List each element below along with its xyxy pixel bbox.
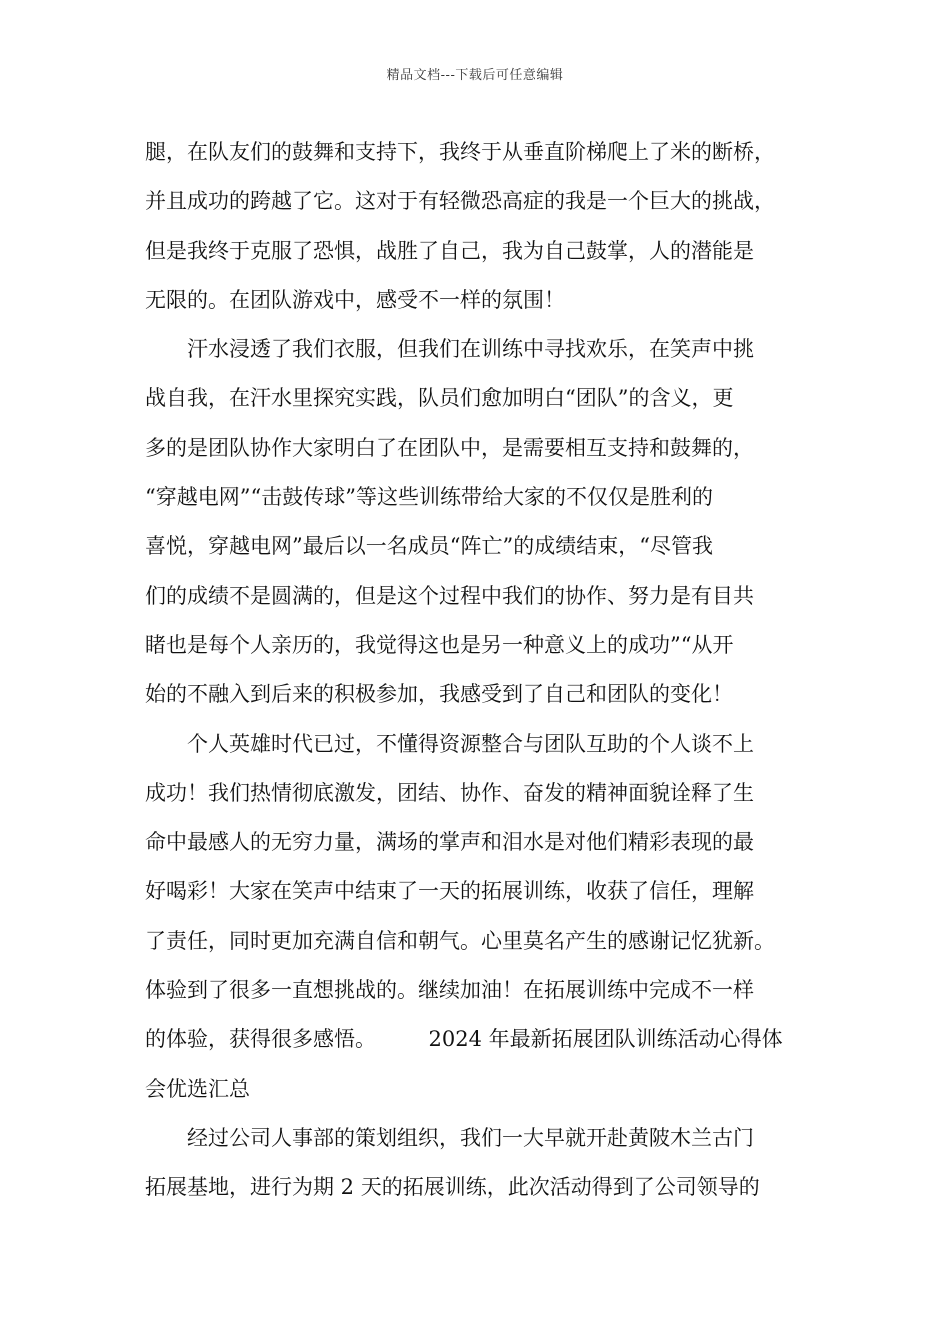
- text-line: 们的成绩不是圆满的，但是这个过程中我们的协作、努力是有目共: [145, 583, 754, 608]
- text-line: 腿，在队友们的鼓舞和支持下，我终于从垂直阶梯爬上了米的断桥，: [145, 140, 775, 164]
- text-line: 个人英雄时代已过，不懂得资源整合与团队互助的个人谈不上: [187, 731, 754, 756]
- text-line: 体验到了很多一直想挑战的。继续加油！在拓展训练中完成不一样: [145, 978, 754, 1003]
- text-line: 并且成功的跨越了它。这对于有轻微恐高症的我是一个巨大的挑战，: [145, 189, 775, 214]
- text-line: 命中最感人的无穷力量，满场的掌声和泪水是对他们精彩表现的最: [145, 830, 754, 855]
- text-line: 无限的。在团队游戏中，感受不一样的氛围！: [145, 287, 565, 312]
- text-line: 始的不融入到后来的积极参加，我感受到了自己和团队的变化！: [145, 682, 733, 707]
- text-line: 汗水浸透了我们衣服，但我们在训练中寻找欢乐，在笑声中挑: [187, 337, 754, 362]
- text-line: 战自我，在汗水里探究实践，队员们愈加明白“团队”的含义，更: [145, 386, 734, 411]
- text-line: 但是我终于克服了恐惧，战胜了自己，我为自己鼓掌，人的潜能是: [145, 238, 754, 263]
- text-line: 了责任，同时更加充满自信和朝气。心里莫名产生的感谢记忆犹新。: [145, 928, 775, 953]
- text-line: 多的是团队协作大家明白了在团队中，是需要相互支持和鼓舞的，: [145, 435, 754, 460]
- text-line: “穿越电网”“击鼓传球”等这些训练带给大家的不仅仅是胜利的: [145, 485, 713, 510]
- text-line: 拓展基地，进行为期 2 天的拓展训练，此次活动得到了公司领导的: [145, 1175, 760, 1200]
- document-body: [145, 128, 835, 1213]
- text-line: 成功！我们热情彻底激发，团结、协作、奋发的精神面貌诠释了生: [145, 780, 754, 805]
- text-line: 经过公司人事部的策划组织，我们一大早就开赴黄陂木兰古门: [187, 1125, 754, 1150]
- text-line: 的体验，获得很多感悟。 2024 年最新拓展团队训练活动心得体: [145, 1027, 783, 1052]
- text-line: 好喝彩！大家在笑声中结束了一天的拓展训练，收获了信任，理解: [145, 879, 754, 904]
- text-line: 喜悦，穿越电网”最后以一名成员“阵亡”的成绩结束，“尽管我: [145, 534, 713, 559]
- text-line: 会优选汇总: [145, 1076, 250, 1101]
- page-header: 精品文档---下载后可任意编辑: [386, 68, 564, 83]
- text-line: 睹也是每个人亲历的，我觉得这也是另一种意义上的成功”“从开: [145, 632, 734, 657]
